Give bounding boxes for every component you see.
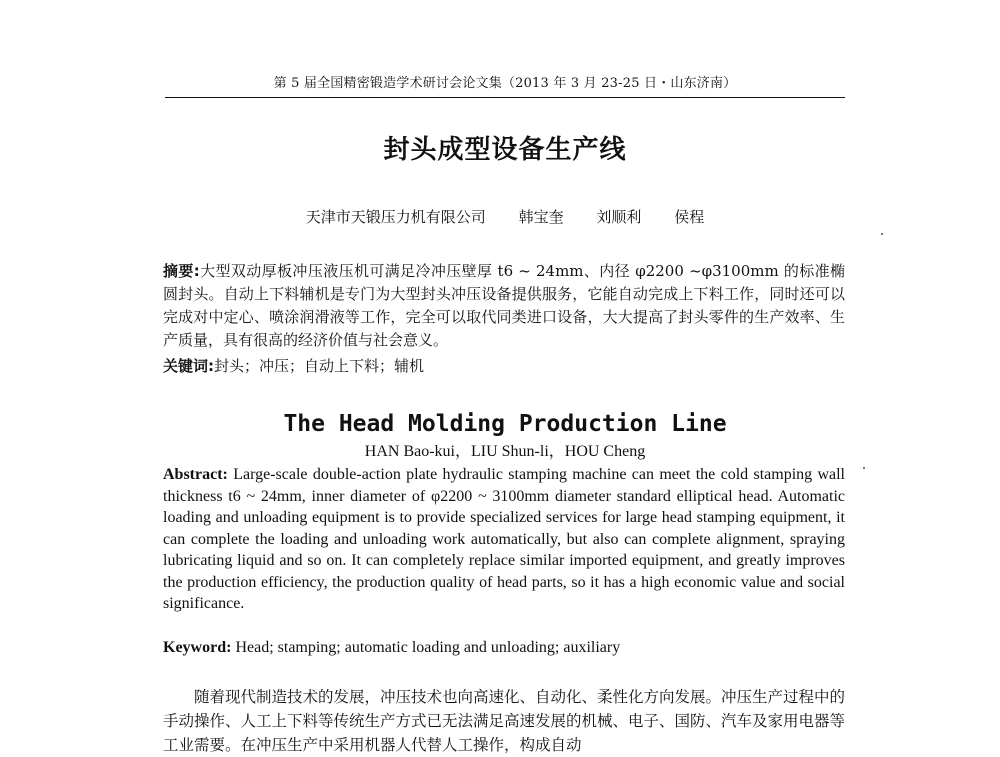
abstract-label-chinese: 摘要:	[163, 262, 200, 280]
author-line-chinese	[165, 206, 845, 228]
keywords-label-chinese: 关键词:	[163, 357, 214, 375]
author-line-english: HAN Bao-kui，LIU Shun-li，HOU Cheng	[364, 443, 646, 460]
keywords-label-english: Keyword:	[163, 639, 232, 656]
paper-title-english: The Head Molding Production Line	[283, 411, 727, 437]
header-divider	[165, 97, 845, 98]
keywords-text-english: Head; stamping; automatic loading and unloading; auxiliary	[235, 639, 621, 656]
keywords-english	[163, 637, 845, 659]
body-paragraph: 随着现代制造技术的发展，冲压技术也向高速化、自动化、柔性化方向发展。冲压生产过程中的手动操作、人工上下料等传统生产方式已无法满足高速发展的机械、电子、国防、汽车及家用电器等工业需要。在冲压生产中采用机器人代替人工操作，构成自动	[163, 688, 846, 754]
author-name: 刘顺利	[596, 208, 642, 226]
paper-title-chinese: 封头成型设备生产线	[383, 135, 627, 165]
abstract-text-english: Large-scale double-action plate hydraulic stamping machine can meet the cold stamping wall thickness t6 ~ 24mm, inner diameter of φ2200 ~ 3100mm diameter standard elliptical head. Automatic loading and unloading equipment is to provide specialized services for large head stamping equipment, it can complete the loading and unloading work automatically, but also can complete alignment, spraying lubricating liquid and so on. It can completely replace similar imported equipment, and greatly improves the production efficiency, the production quality of head parts, so it has a high economic value and social significance.	[163, 466, 846, 612]
author-name: 韩宝奎	[518, 208, 564, 226]
abstract-english	[163, 464, 845, 615]
abstract-label-english: Abstract:	[163, 466, 228, 483]
abstract-text-chinese: 大型双动厚板冲压液压机可满足冷冲压壁厚 t6 ~ 24mm、内径 φ2200 ~φ3100mm 的标准椭圆封头。自动上下料辅机是专门为大型封头冲压设备提供服务，它能自动完成上下料工作，同时还可以完成对中定心、喷涂润滑液等工作，完全可以取代同类进口设备，大大提高了封头零件的生产效率、生产质量，具有很高的经济价值与社会意义。	[163, 262, 846, 349]
keywords-text-chinese: 封头；冲压；自动上下料；辅机	[214, 357, 425, 375]
affiliation-chinese: 天津市天锻压力机有限公司	[305, 208, 486, 226]
abstract-chinese	[163, 260, 845, 352]
keywords-chinese	[163, 355, 845, 378]
scan-speck	[863, 467, 865, 469]
author-name: 侯程	[674, 208, 705, 226]
running-header: 第 5 届全国精密锻造学术研讨会论文集（2013 年 3 月 23-25 日・山东济南）	[273, 76, 737, 91]
scan-speck	[881, 233, 883, 235]
